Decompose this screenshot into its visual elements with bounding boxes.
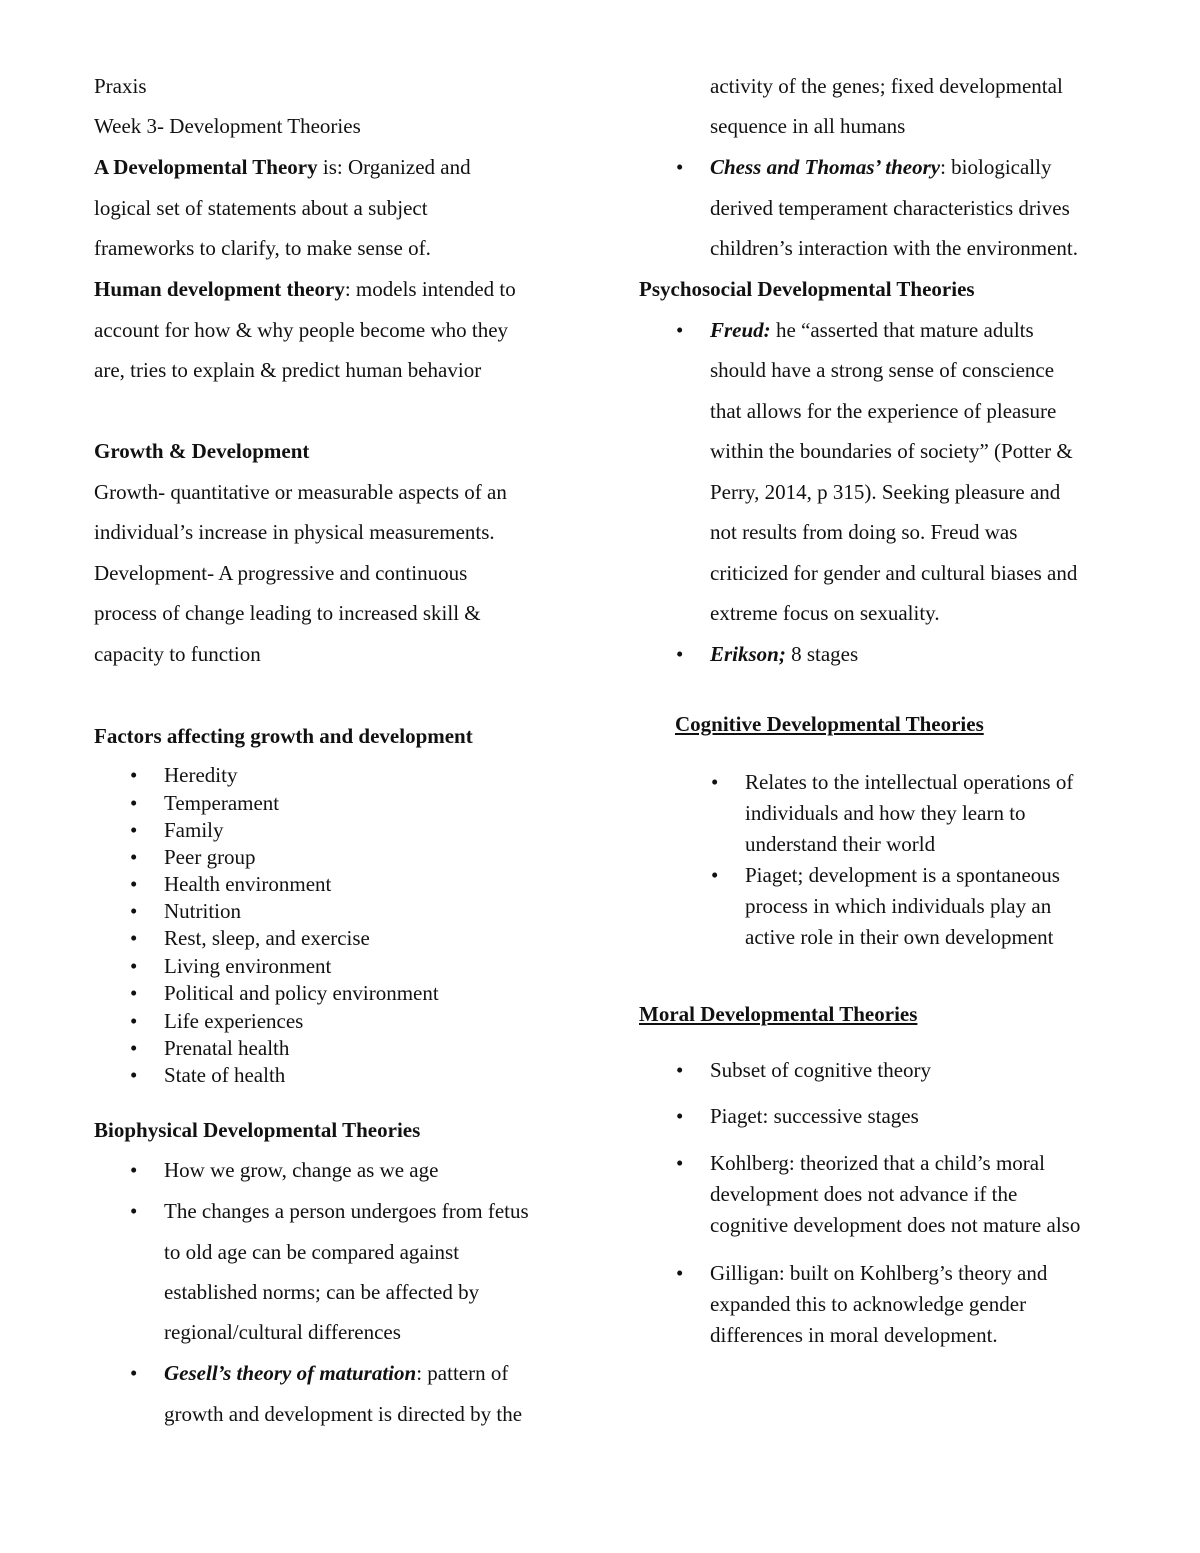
growth-line-2: individual’s increase in physical measurements. [94,520,495,544]
list-item: Rest, sleep, and exercise [164,926,370,950]
bullet-icon: • [130,981,138,1005]
bullet-icon: • [711,770,719,794]
bullet-icon: • [130,954,138,978]
bullet-icon: • [130,1158,138,1182]
psychosocial-heading: Psychosocial Developmental Theories [639,277,975,301]
bullet-icon: • [130,1036,138,1060]
dev-theory-line-2: logical set of statements about a subject [94,196,428,220]
biophysical-item-2-line-3: established norms; can be affected by [164,1280,480,1304]
gesell-line-2: growth and development is directed by the [164,1402,523,1426]
gesell-def: : pattern of [416,1361,509,1385]
biophysical-item-2-line-2: to old age can be compared against [164,1240,460,1264]
list-item: Heredity [164,763,238,787]
freud-line-1 [710,318,1034,342]
biophysical-item-1: How we grow, change as we age [164,1158,439,1182]
list-item: Prenatal health [164,1036,290,1060]
chess-line-3: children’s interaction with the environment. [710,236,1078,260]
moral-heading: Moral Developmental Theories [639,1002,918,1026]
moral-item-4-line-2: expanded this to acknowledge gender [710,1292,1027,1316]
list-item: Life experiences [164,1009,304,1033]
freud-line-8: extreme focus on sexuality. [710,601,940,625]
cognitive-item-2-line-3: active role in their own development [745,925,1054,949]
erikson-term: Erikson; [710,642,786,666]
growth-line-1: Growth- quantitative or measurable aspects of an [94,480,507,504]
human-dev-line-1 [94,277,516,301]
week-heading: Week 3- Development Theories [94,114,361,138]
biophysical-heading: Biophysical Developmental Theories [94,1118,421,1142]
moral-item-3-line-3: cognitive development does not mature also [710,1213,1081,1237]
bullet-icon: • [676,1261,684,1285]
freud-line-6: not results from doing so. Freud was [710,520,1018,544]
moral-item-4-line-3: differences in moral development. [710,1323,998,1347]
bullet-icon: • [130,791,138,815]
bullet-icon: • [676,155,684,179]
biophysical-item-2-line-1: The changes a person undergoes from fetus [164,1199,529,1223]
bullet-icon: • [676,1104,684,1128]
freud-def: he “asserted that mature adults [770,318,1034,342]
dev-theory-def: is: Organized and [317,155,471,179]
bullet-icon: • [676,1151,684,1175]
cognitive-item-1-line-1: Relates to the intellectual operations of [745,770,1074,794]
dev-theory-line-1 [94,155,471,179]
moral-item-2: Piaget: successive stages [710,1104,919,1128]
erikson-line [710,642,858,666]
bullet-icon: • [676,1058,684,1082]
gesell-cont-line-1: activity of the genes; fixed developmental [710,74,1063,98]
cognitive-heading: Cognitive Developmental Theories [675,712,984,736]
list-item: Family [164,818,224,842]
growth-line-4: process of change leading to increased skill & [94,601,481,625]
dev-theory-line-3: frameworks to clarify, to make sense of. [94,236,431,260]
freud-term: Freud: [710,318,771,342]
bullet-icon: • [676,318,684,342]
chess-line-2: derived temperament characteristics drives [710,196,1070,220]
gesell-term: Gesell’s theory of maturation [164,1361,417,1385]
cognitive-item-2-line-1: Piaget; development is a spontaneous [745,863,1060,887]
bullet-icon: • [130,763,138,787]
bullet-icon: • [130,926,138,950]
human-dev-line-3: are, tries to explain & predict human behavior [94,358,482,382]
bullet-icon: • [676,642,684,666]
list-item: Nutrition [164,899,241,923]
freud-line-5: Perry, 2014, p 315). Seeking pleasure and [710,480,1061,504]
human-dev-line-2: account for how & why people become who they [94,318,509,342]
list-item: Living environment [164,954,332,978]
moral-item-4-line-1: Gilligan: built on Kohlberg’s theory and [710,1261,1048,1285]
cognitive-item-1-line-2: individuals and how they learn to [745,801,1026,825]
gesell-line-1 [164,1361,508,1385]
list-item: Political and policy environment [164,981,439,1005]
biophysical-item-2-line-4: regional/cultural differences [164,1320,401,1344]
bullet-icon: • [130,1009,138,1033]
chess-term: Chess and Thomas’ theory [710,155,941,179]
doc-title: Praxis [94,74,147,98]
moral-item-1: Subset of cognitive theory [710,1058,932,1082]
human-dev-term: Human development theory [94,277,345,301]
erikson-def: 8 stages [785,642,859,666]
bullet-icon: • [130,845,138,869]
bullet-icon: • [130,1361,138,1385]
freud-line-2: should have a strong sense of conscience [710,358,1055,382]
moral-item-3-line-2: development does not advance if the [710,1182,1018,1206]
bullet-icon: • [130,1199,138,1223]
bullet-icon: • [130,818,138,842]
dev-theory-term: A Developmental Theory [94,155,318,179]
chess-def: : biologically [940,155,1052,179]
chess-line-1 [710,155,1051,179]
bullet-icon: • [130,899,138,923]
growth-heading: Growth & Development [94,439,310,463]
freud-line-3: that allows for the experience of pleasure [710,399,1057,423]
bullet-icon: • [711,863,719,887]
human-dev-def: : models intended to [344,277,516,301]
cognitive-item-2-line-2: process in which individuals play an [745,894,1052,918]
factors-heading: Factors affecting growth and development [94,724,473,748]
list-item: Peer group [164,845,256,869]
growth-line-3: Development- A progressive and continuous [94,561,468,585]
growth-line-5: capacity to function [94,642,261,666]
list-item: Temperament [164,791,280,815]
list-item: Health environment [164,872,332,896]
bullet-icon: • [130,1063,138,1087]
freud-line-7: criticized for gender and cultural biases and [710,561,1078,585]
list-item: State of health [164,1063,286,1087]
cognitive-item-1-line-3: understand their world [745,832,936,856]
freud-line-4: within the boundaries of society” (Potter & [710,439,1073,463]
bullet-icon: • [130,872,138,896]
moral-item-3-line-1: Kohlberg: theorized that a child’s moral [710,1151,1045,1175]
gesell-cont-line-2: sequence in all humans [710,114,906,138]
